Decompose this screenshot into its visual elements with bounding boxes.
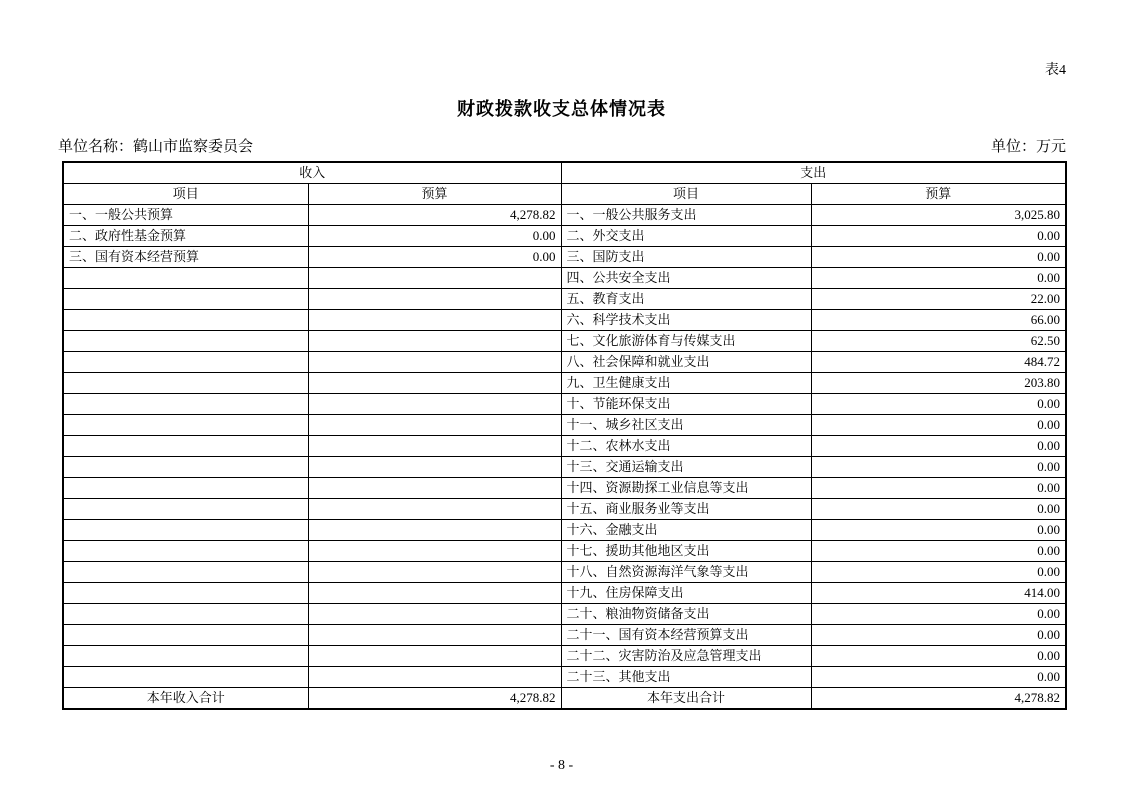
expense-item-cell: 三、国防支出: [561, 247, 811, 268]
table-row: [63, 394, 1066, 415]
total-row: [63, 688, 1066, 710]
income-budget-cell: [308, 583, 561, 604]
section-header-row: [63, 162, 1066, 184]
table-row: [63, 226, 1066, 247]
table-row: [63, 667, 1066, 688]
column-header-row: [63, 184, 1066, 205]
income-budget-cell: [308, 436, 561, 457]
income-budget-cell: [308, 667, 561, 688]
income-item-cell: [63, 289, 308, 310]
income-budget-cell: [308, 310, 561, 331]
income-budget-cell: [308, 373, 561, 394]
income-item-cell: [63, 520, 308, 541]
table-row: [63, 352, 1066, 373]
expense-budget-cell: 0.00: [811, 520, 1066, 541]
income-item-cell: 一、一般公共预算: [63, 205, 308, 226]
income-budget-cell: [308, 625, 561, 646]
meta-line: [58, 138, 1066, 157]
income-item-cell: [63, 394, 308, 415]
income-item-column-header: 项目: [63, 184, 308, 205]
expense-item-cell: 二十、粮油物资储备支出: [561, 604, 811, 625]
table-row: [63, 541, 1066, 562]
income-item-cell: [63, 499, 308, 520]
unit-name: 单位名称：鹤山市监察委员会: [58, 139, 254, 155]
expense-item-cell: 一、一般公共服务支出: [561, 205, 811, 226]
income-budget-cell: 4,278.82: [308, 205, 561, 226]
income-budget-cell: [308, 541, 561, 562]
table-row: [63, 268, 1066, 289]
income-item-cell: [63, 583, 308, 604]
income-budget-cell: [308, 646, 561, 667]
income-budget-cell: [308, 331, 561, 352]
income-budget-cell: 0.00: [308, 247, 561, 268]
table-row: [63, 499, 1066, 520]
expense-budget-cell: 0.00: [811, 436, 1066, 457]
expense-item-cell: 十三、交通运输支出: [561, 457, 811, 478]
income-budget-column-header: 预算: [308, 184, 561, 205]
income-budget-cell: [308, 457, 561, 478]
income-budget-cell: [308, 520, 561, 541]
table-row: [63, 436, 1066, 457]
income-budget-cell: [308, 562, 561, 583]
expense-item-cell: 八、社会保障和就业支出: [561, 352, 811, 373]
expense-budget-cell: 0.00: [811, 541, 1066, 562]
expense-budget-cell: 3,025.80: [811, 205, 1066, 226]
page-title: 财政拨款收支总体情况表: [457, 99, 666, 119]
expense-item-cell: 十五、商业服务业等支出: [561, 499, 811, 520]
income-item-cell: [63, 331, 308, 352]
page-number: - 8 -: [549, 758, 574, 773]
expense-item-cell: 十九、住房保障支出: [561, 583, 811, 604]
expense-budget-cell: 0.00: [811, 667, 1066, 688]
expense-budget-cell: 0.00: [811, 604, 1066, 625]
income-item-cell: [63, 646, 308, 667]
expense-item-cell: 十、节能环保支出: [561, 394, 811, 415]
table-row: [63, 289, 1066, 310]
income-item-cell: 二、政府性基金预算: [63, 226, 308, 247]
income-budget-cell: [308, 499, 561, 520]
expense-item-cell: 七、文化旅游体育与传媒支出: [561, 331, 811, 352]
expense-budget-cell: 0.00: [811, 478, 1066, 499]
expense-item-cell: 十二、农林水支出: [561, 436, 811, 457]
expense-item-cell: 二十二、灾害防治及应急管理支出: [561, 646, 811, 667]
expense-budget-cell: 62.50: [811, 331, 1066, 352]
income-item-cell: [63, 310, 308, 331]
expense-budget-cell: 484.72: [811, 352, 1066, 373]
income-budget-cell: [308, 394, 561, 415]
income-total-label: 本年收入合计: [63, 688, 308, 710]
table-row: [63, 331, 1066, 352]
expense-item-cell: 五、教育支出: [561, 289, 811, 310]
expense-budget-cell: 0.00: [811, 625, 1066, 646]
income-item-cell: [63, 625, 308, 646]
income-budget-cell: [308, 289, 561, 310]
expense-budget-cell: 66.00: [811, 310, 1066, 331]
table-row: [63, 373, 1066, 394]
expense-item-cell: 九、卫生健康支出: [561, 373, 811, 394]
budget-table: [62, 161, 1067, 710]
income-item-cell: [63, 415, 308, 436]
income-item-cell: [63, 478, 308, 499]
expense-item-cell: 二、外交支出: [561, 226, 811, 247]
table-tag: 表4: [1045, 63, 1066, 78]
table-row: [63, 583, 1066, 604]
income-total-value: 4,278.82: [308, 688, 561, 710]
income-item-cell: [63, 436, 308, 457]
expense-item-column-header: 项目: [561, 184, 811, 205]
income-item-cell: [63, 352, 308, 373]
income-budget-cell: [308, 415, 561, 436]
expense-budget-cell: 0.00: [811, 562, 1066, 583]
expense-item-cell: 十六、金融支出: [561, 520, 811, 541]
income-item-cell: [63, 268, 308, 289]
table-body: [63, 205, 1066, 688]
expense-budget-cell: 203.80: [811, 373, 1066, 394]
income-item-cell: [63, 541, 308, 562]
table-row: [63, 247, 1066, 268]
expense-budget-cell: 0.00: [811, 499, 1066, 520]
table-row: [63, 478, 1066, 499]
income-item-cell: 三、国有资本经营预算: [63, 247, 308, 268]
income-budget-cell: [308, 604, 561, 625]
income-item-cell: [63, 373, 308, 394]
table-row: [63, 604, 1066, 625]
expense-total-value: 4,278.82: [811, 688, 1066, 710]
expense-item-cell: 二十一、国有资本经营预算支出: [561, 625, 811, 646]
expense-budget-cell: 0.00: [811, 226, 1066, 247]
table-row: [63, 625, 1066, 646]
expense-budget-cell: 22.00: [811, 289, 1066, 310]
unit-label: 单位：万元: [990, 139, 1066, 155]
expense-budget-cell: 0.00: [811, 268, 1066, 289]
table-row: [63, 310, 1066, 331]
expense-item-cell: 十七、援助其他地区支出: [561, 541, 811, 562]
expense-budget-cell: 0.00: [811, 415, 1066, 436]
table-row: [63, 646, 1066, 667]
expense-section-header: 支出: [561, 162, 1066, 184]
table-row: [63, 520, 1066, 541]
income-item-cell: [63, 604, 308, 625]
expense-budget-cell: 0.00: [811, 394, 1066, 415]
expense-item-cell: 二十三、其他支出: [561, 667, 811, 688]
expense-item-cell: 十一、城乡社区支出: [561, 415, 811, 436]
expense-item-cell: 四、公共安全支出: [561, 268, 811, 289]
expense-budget-cell: 0.00: [811, 646, 1066, 667]
table-row: [63, 562, 1066, 583]
table-row: [63, 415, 1066, 436]
expense-budget-cell: 414.00: [811, 583, 1066, 604]
expense-budget-column-header: 预算: [811, 184, 1066, 205]
income-budget-cell: [308, 478, 561, 499]
income-budget-cell: [308, 352, 561, 373]
income-budget-cell: [308, 268, 561, 289]
expense-item-cell: 十八、自然资源海洋气象等支出: [561, 562, 811, 583]
income-item-cell: [63, 667, 308, 688]
income-item-cell: [63, 457, 308, 478]
income-item-cell: [63, 562, 308, 583]
income-section-header: 收入: [63, 162, 561, 184]
expense-budget-cell: 0.00: [811, 247, 1066, 268]
expense-item-cell: 六、科学技术支出: [561, 310, 811, 331]
table-row: [63, 457, 1066, 478]
expense-item-cell: 十四、资源勘探工业信息等支出: [561, 478, 811, 499]
income-budget-cell: 0.00: [308, 226, 561, 247]
table-row: [63, 205, 1066, 226]
expense-total-label: 本年支出合计: [561, 688, 811, 710]
expense-budget-cell: 0.00: [811, 457, 1066, 478]
